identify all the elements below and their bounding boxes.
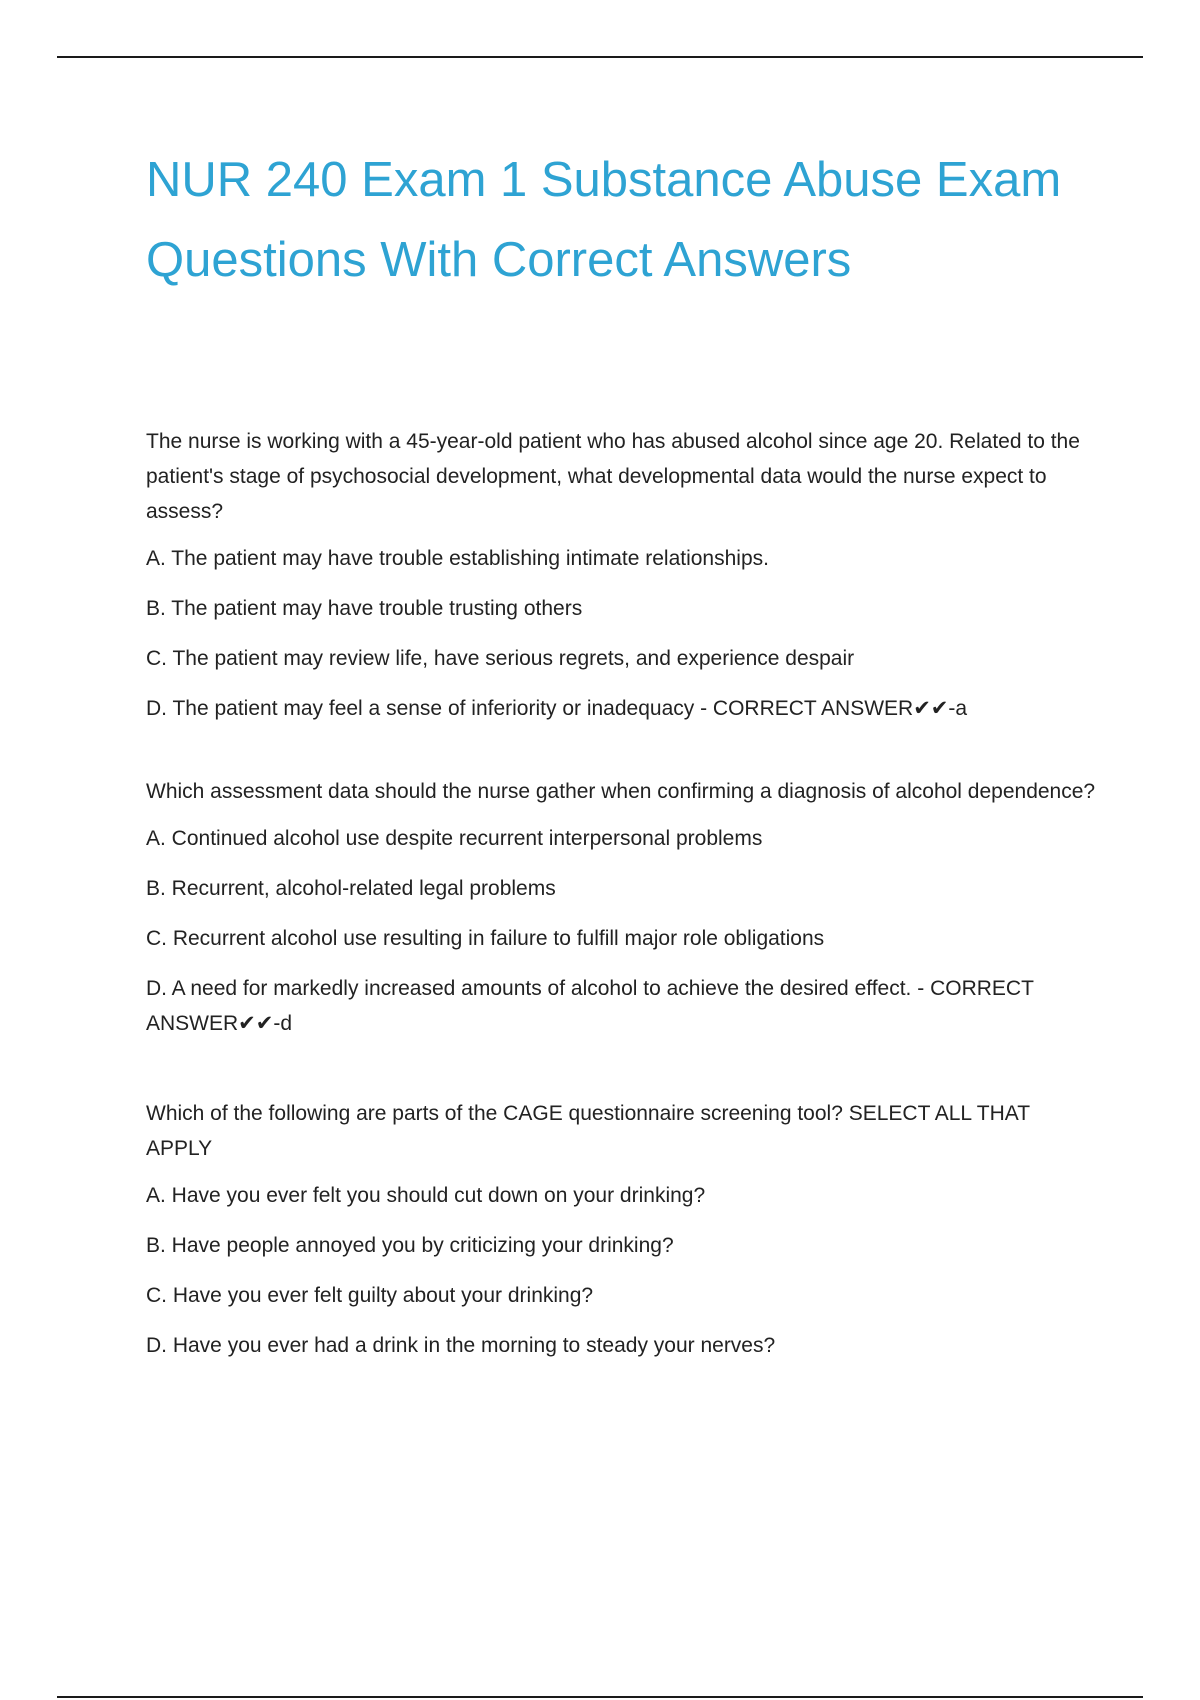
- option-b: B. The patient may have trouble trusting others: [146, 597, 583, 620]
- question-stem: Which of the following are parts of the CAGE questionnaire screening tool? SELECT ALL THAT APPLY: [146, 1102, 1030, 1160]
- question-1: [146, 424, 1096, 726]
- option-a: A. Continued alcohol use despite recurrent interpersonal problems: [146, 827, 763, 850]
- document-title: NUR 240 Exam 1 Substance Abuse Exam Questions With Correct Answers: [146, 153, 1062, 287]
- option-a: A. The patient may have trouble establishing intimate relationships.: [146, 547, 769, 570]
- top-rule: [57, 56, 1143, 58]
- option-d: [146, 971, 1096, 1041]
- question-list: [146, 424, 1096, 1363]
- document-page: [146, 140, 1096, 1411]
- question-2: [146, 774, 1096, 1041]
- option-a: A. Have you ever felt you should cut down on your drinking?: [146, 1184, 706, 1207]
- option-c: C. The patient may review life, have serious regrets, and experience despair: [146, 647, 855, 670]
- option-b: B. Have people annoyed you by criticizing your drinking?: [146, 1234, 674, 1257]
- question-stem: Which assessment data should the nurse gather when confirming a diagnosis of alcohol dependence?: [146, 780, 1096, 803]
- correct-answer: - CORRECT ANSWER✔✔-d: [146, 977, 1034, 1035]
- bottom-rule: [57, 1696, 1143, 1698]
- option-b: B. Recurrent, alcohol-related legal problems: [146, 877, 556, 900]
- option-d: [146, 691, 1096, 726]
- option-list: [146, 541, 1096, 726]
- option-c: C. Have you ever felt guilty about your drinking?: [146, 1284, 594, 1307]
- option-list: [146, 1178, 1096, 1363]
- correct-answer: - CORRECT ANSWER✔✔-a: [694, 697, 968, 720]
- option-d-text: D. The patient may feel a sense of inferiority or inadequacy: [146, 697, 695, 720]
- option-d: D. Have you ever had a drink in the morning to steady your nerves?: [146, 1334, 776, 1357]
- option-d-text: D. A need for markedly increased amounts of alcohol to achieve the desired effect.: [146, 977, 912, 1000]
- option-list: [146, 821, 1096, 1041]
- question-stem: The nurse is working with a 45-year-old patient who has abused alcohol since age 20. Related to the patient's stage of psychosocial development, what developmental data would the nurse expect to assess?: [146, 430, 1080, 523]
- option-c: C. Recurrent alcohol use resulting in failure to fulfill major role obligations: [146, 927, 825, 950]
- question-3: [146, 1096, 1096, 1363]
